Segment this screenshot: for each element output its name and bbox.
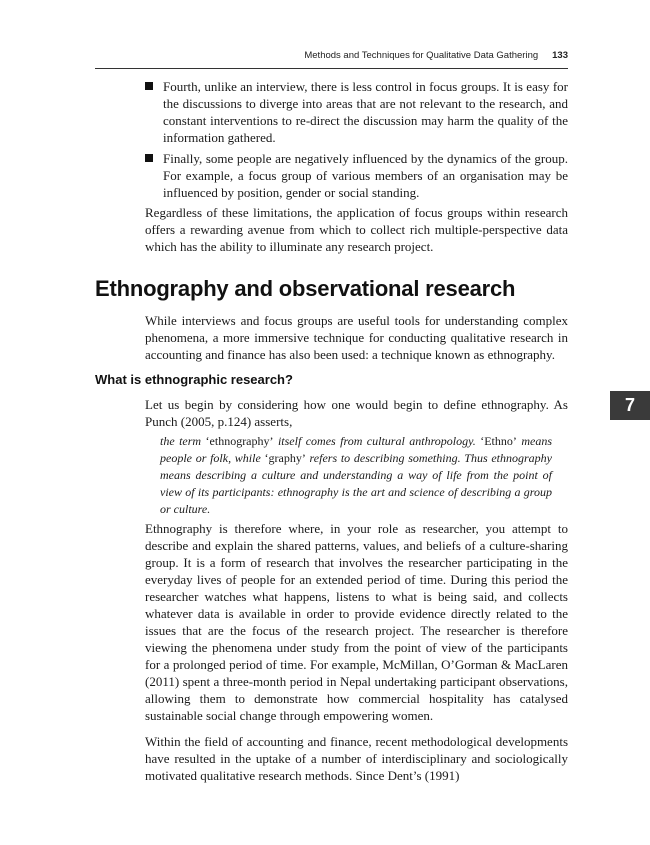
section-intro-paragraph: While interviews and focus groups are useful tools for understanding complex phenomena, a more immersive technique for conducting qualitative research in accounting and finance has also been used: a technique known as ethnography. bbox=[145, 313, 568, 362]
square-bullet-icon bbox=[145, 82, 153, 90]
quote-text: the term bbox=[160, 434, 206, 448]
page-number: 133 bbox=[552, 50, 568, 61]
bullet-text: Finally, some people are negatively influenced by the dynamics of the group. For example, a focus group of various members of an organisation may be influenced by position, gender or social standing. bbox=[163, 151, 568, 200]
running-header bbox=[95, 50, 568, 61]
quote-text: refers to describing something. Thus ethnography means describing a culture and understanding a way of life from the point of view of its participants: ethnography is the art and science of describing a group or culture. bbox=[160, 451, 553, 516]
running-title: Methods and Techniques for Qualitative Data Gathering bbox=[304, 50, 539, 61]
quote-term: ‘graphy’ bbox=[264, 451, 306, 465]
quote-text: means people or folk, while bbox=[160, 434, 552, 465]
chapter-tab: 7 bbox=[610, 391, 650, 420]
limitations-paragraph: Regardless of these limitations, the application of focus groups within research offers a rewarding avenue from which to collect rich multiple-perspective data which has the ability to illuminate any research project. bbox=[145, 205, 568, 254]
bullet-text: Fourth, unlike an interview, there is less control in focus groups. It is easy for the discussions to diverge into areas that are not relevant to the research, and constant interventions to re-direct the discussion may harm the quality of the information gathered. bbox=[163, 79, 568, 145]
quote-term: ‘Ethno’ bbox=[480, 434, 517, 448]
continuation-paragraph: Within the field of accounting and finance, recent methodological developments have resulted in the uptake of a number of interdisciplinary and sociologically motivated qualitative research methods. Since Dent’s (1991) bbox=[145, 734, 568, 783]
bullet-list bbox=[145, 78, 568, 205]
subsection-heading: What is ethnographic research? bbox=[95, 372, 293, 387]
quote-text: itself comes from cultural anthropology. bbox=[273, 434, 481, 448]
bullet-item bbox=[145, 78, 568, 146]
bullet-item bbox=[145, 150, 568, 201]
block-quote bbox=[160, 433, 552, 518]
lead-in-paragraph: Let us begin by considering how one would begin to define ethnography. As Punch (2005, p.124) asserts, bbox=[145, 397, 568, 429]
square-bullet-icon bbox=[145, 154, 153, 162]
header-rule bbox=[95, 68, 568, 69]
body-paragraph: Ethnography is therefore where, in your role as researcher, you attempt to describe and explain the shared patterns, values, and beliefs of a culture-sharing group. It is a form of research that involves the researcher participating in the everyday lives of people for an extended period of time. During this period the researcher watches what happens, listens to what is being said, and collects whatever data is available in order to provide evidence directly related to the issues that are the focus of the research project. The researcher is therefore viewing the phenomena under study from the point of view of the participants for a prolonged period of time. For example, McMillan, O’Gorman & MacLaren (2011) spent a three-month period in Nepal undertaking participant observations, allowing them to demonstrate how commercial hospitality has catalysed sustainable social change through empowering women. bbox=[145, 521, 568, 723]
quote-term: ‘ethnography’ bbox=[205, 434, 274, 448]
section-heading: Ethnography and observational research bbox=[95, 276, 516, 301]
